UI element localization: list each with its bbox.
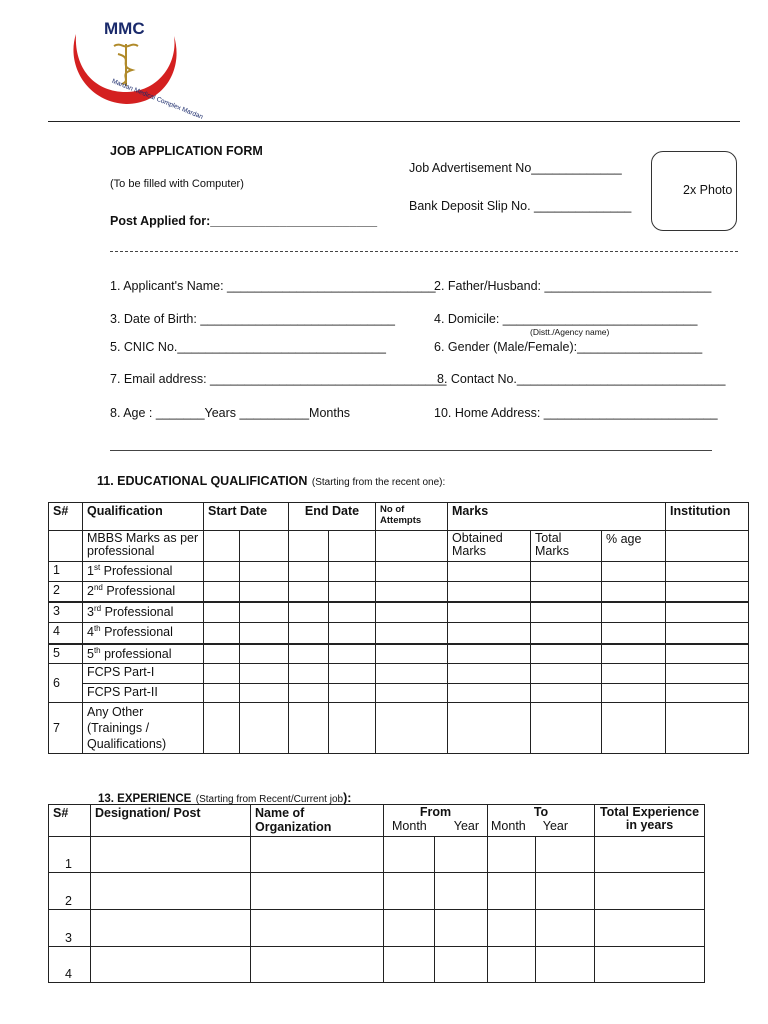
table-row: 5 5th professional: [49, 644, 749, 664]
address-line: [110, 450, 712, 451]
col-institution: Institution: [666, 503, 749, 531]
total-subheader: Total Marks: [531, 531, 602, 562]
svg-text:MMC: MMC: [104, 19, 145, 38]
top-rule: [48, 121, 740, 122]
exp-col-from: From Month Year: [384, 805, 488, 837]
table-row: 2 2nd Professional: [49, 582, 749, 602]
form-title: JOB APPLICATION FORM: [110, 144, 263, 158]
post-applied-field[interactable]: Post Applied for:________________________: [110, 214, 378, 228]
qualification-cell: 5th professional: [83, 644, 204, 664]
experience-table: [48, 804, 705, 983]
fcps-part1-cell: FCPS Part-I: [83, 664, 204, 684]
father-husband-field[interactable]: 2. Father/Husband: ________________________: [434, 279, 712, 293]
table-row: [49, 684, 749, 703]
table-row: 4: [49, 947, 705, 983]
table-row: 1: [49, 837, 705, 873]
form-subtitle: (To be filled with Computer): [110, 178, 244, 190]
col-marks: Marks: [448, 503, 666, 531]
photo-label: 2x Photo: [683, 183, 733, 197]
qualification-cell: 1st Professional: [83, 562, 204, 582]
bank-deposit-field[interactable]: Bank Deposit Slip No. ______________: [409, 199, 632, 213]
percent-subheader: % age: [602, 531, 666, 562]
gender-field[interactable]: 6. Gender (Male/Female):__________________: [434, 340, 703, 354]
mbbs-subheader: MBBS Marks as per professional: [83, 531, 204, 562]
qualification-cell: 3rd Professional: [83, 602, 204, 623]
table-row: 4 4th Professional: [49, 623, 749, 644]
domicile-field[interactable]: 4. Domicile: ____________________________: [434, 312, 698, 326]
exp-col-to: To Month Year: [488, 805, 595, 837]
cnic-field[interactable]: 5. CNIC No.______________________________: [110, 340, 386, 354]
experience-heading: 13. EXPERIENCE (Starting from Recent/Current job):: [98, 791, 352, 805]
contact-field[interactable]: 8. Contact No.______________________________: [437, 372, 726, 386]
separator-dashes: [110, 251, 738, 252]
table-row: 7 Any Other (Trainings / Qualifications): [49, 703, 749, 754]
col-sno: S#: [49, 503, 83, 531]
exp-col-sno: S#: [49, 805, 91, 837]
col-qualification: Qualification: [83, 503, 204, 531]
education-heading: 11. EDUCATIONAL QUALIFICATION (Starting from the recent one):: [97, 474, 446, 488]
email-field[interactable]: 7. Email address: __________________________________: [110, 372, 447, 386]
home-address-field[interactable]: 10. Home Address: _________________________: [434, 406, 718, 420]
exp-col-total: Total Experience in years: [595, 805, 705, 837]
mmc-logo: [66, 14, 204, 121]
col-attempts: No of Attempts: [376, 503, 448, 531]
table-row: 1 1st Professional: [49, 562, 749, 582]
table-row: 2: [49, 873, 705, 910]
col-end-date: End Date: [289, 503, 376, 531]
obtained-subheader: Obtained Marks: [448, 531, 531, 562]
table-row: 3: [49, 910, 705, 947]
applicant-name-field[interactable]: 1. Applicant's Name: ______________________________: [110, 279, 436, 293]
table-row: 3 3rd Professional: [49, 602, 749, 623]
col-start-date: Start Date: [204, 503, 289, 531]
exp-col-organization: Name of Organization: [251, 805, 384, 837]
domicile-note: (Distt./Agency name): [530, 327, 610, 337]
age-field[interactable]: 8. Age : _______Years __________Months: [110, 406, 351, 420]
svg-text:Mardan Medical Complex Mardan: Mardan Medical Complex Mardan: [110, 77, 204, 121]
job-advert-field[interactable]: Job Advertisement No_____________: [409, 161, 622, 175]
qualification-cell: 2nd Professional: [83, 582, 204, 602]
exp-col-designation: Designation/ Post: [91, 805, 251, 837]
any-other-cell: Any Other (Trainings / Qualifications): [83, 703, 204, 754]
table-row: 6 FCPS Part-I: [49, 664, 749, 684]
qualification-cell: 4th Professional: [83, 623, 204, 644]
fcps-part2-cell: FCPS Part-II: [83, 684, 204, 703]
dob-field[interactable]: 3. Date of Birth: ____________________________: [110, 312, 395, 326]
education-table: [48, 502, 749, 754]
